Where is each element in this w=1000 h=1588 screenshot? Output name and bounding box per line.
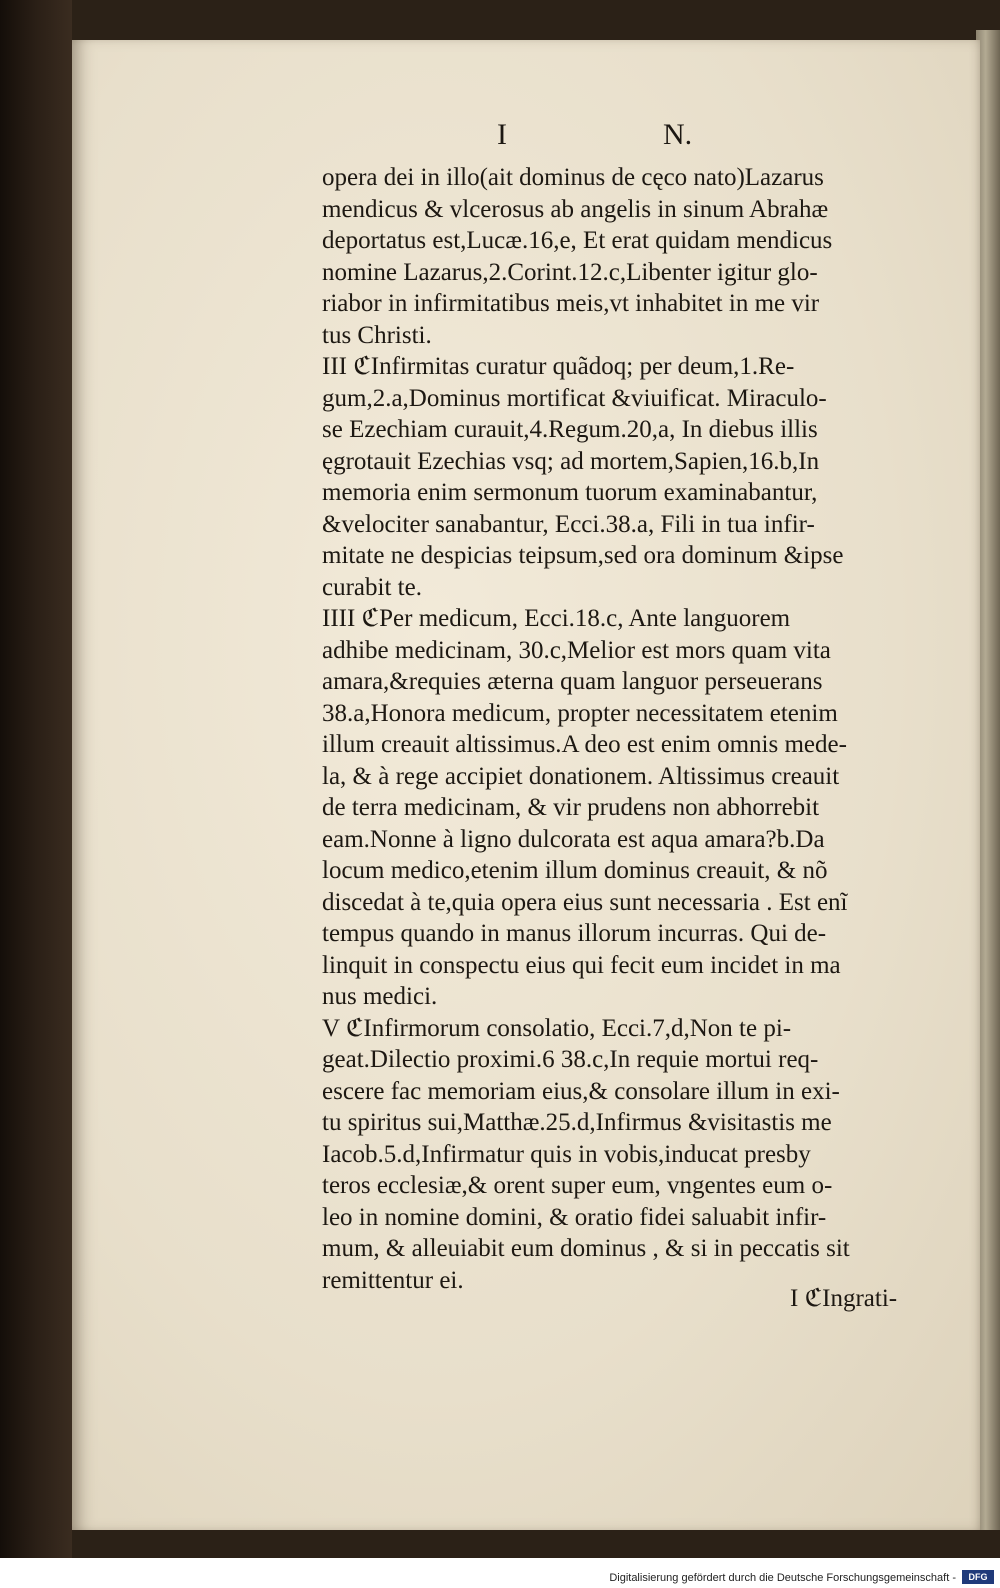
text-line: eam.Nonne à ligno dulcorata est aqua amara?b.Da: [322, 825, 825, 853]
text-line: illum creauit altissimus.A deo est enim omnis mede-: [322, 731, 847, 758]
text-line: teros ecclesiæ,& orent super eum, vngentes eum o-: [322, 1172, 833, 1199]
dfg-logo: DFG: [962, 1570, 994, 1584]
text-line: riabor in infirmitatibus meis,vt inhabitet in me vir: [322, 290, 820, 317]
text-line: III ℭInfirmitas curatur quãdoq; per deum,1.Re-: [322, 353, 795, 380]
text-line: 38.a,Honora medicum, propter necessitatem etenim: [322, 699, 838, 727]
running-head: [0, 118, 1000, 152]
text-line: leo in nomine domini, & oratio fidei saluabit infir-: [322, 1203, 827, 1231]
text-line: tempus quando in manus illorum incurras. Qui de-: [322, 920, 827, 947]
text-line: curabit te.: [322, 573, 422, 601]
text-line: discedat à te,quia opera eius sunt necessaria . Est enĩ: [322, 888, 848, 916]
text-line: IIII ℭPer medicum, Ecci.18.c, Ante languorem: [322, 605, 791, 632]
text-line: adhibe medicinam, 30.c,Melior est mors quam vita: [322, 636, 831, 664]
text-line: tus Christi.: [322, 321, 432, 349]
text-line: amara,&requies æterna quam languor perseuerans: [322, 668, 823, 695]
text-line: gum,2.a,Dominus mortificat &viuificat. Miraculo-: [322, 384, 827, 412]
running-head-right: N.: [663, 118, 693, 151]
text-line: ęgrotauit Ezechias vsq; ad mortem,Sapien,16.b,In: [322, 447, 820, 475]
text-line: se Ezechiam curauit,4.Regum.20,a, In diebus illis: [322, 416, 818, 443]
book-spine-edge: [0, 0, 72, 1558]
text-line: deportatus est,Lucæ.16,e, Et erat quidam mendicus: [322, 227, 833, 254]
text-line: remittentur ei.: [322, 1266, 464, 1294]
text-line: mitate ne despicias teipsum,sed ora dominum &ipse: [322, 542, 844, 569]
text-line: &velociter sanabantur, Ecci.38.a, Fili in tua infir-: [322, 510, 815, 538]
catchword: I ℭIngrati-: [790, 1285, 898, 1312]
text-line: linquit in conspectu eius qui fecit eum incidet in ma: [322, 951, 841, 979]
running-head-left: I: [497, 118, 507, 151]
text-line: mum, & alleuiabit eum dominus , & si in peccatis sit: [322, 1235, 850, 1262]
text-line: mendicus & vlcerosus ab angelis in sinum Abrahæ: [322, 195, 829, 223]
text-line: opera dei in illo(ait dominus de cęco nato)Lazarus: [322, 164, 824, 191]
text-line: de terra medicinam, & vir prudens non abhorrebit: [322, 794, 820, 821]
text-line: escere fac memoriam eius,& consolare illum in exi-: [322, 1077, 840, 1105]
text-line: la, & à rege accipiet donationem. Altissimus creauit: [322, 762, 840, 790]
text-line: geat.Dilectio proximi.6 38.c,In requie mortui req-: [322, 1046, 819, 1073]
digitization-credit: Digitalisierung gefördert durch die Deutsche Forschungsgemeinschaft -: [609, 1572, 956, 1584]
text-line: memoria enim sermonum tuorum examinabantur,: [322, 479, 818, 506]
body-text: [322, 162, 970, 1296]
text-line: Iacob.5.d,Infirmatur quis in vobis,inducat presby: [322, 1140, 811, 1168]
text-line: nomine Lazarus,2.Corint.12.c,Libenter igitur glo-: [322, 258, 818, 286]
text-line: tu spiritus sui,Matthæ.25.d,Infirmus &visitastis me: [322, 1109, 832, 1136]
text-line: locum medico,etenim illum dominus creauit, & nõ: [322, 857, 828, 884]
text-line: nus medici.: [322, 983, 438, 1010]
text-line: V ℭInfirmorum consolatio, Ecci.7,d,Non te pi-: [322, 1014, 792, 1042]
